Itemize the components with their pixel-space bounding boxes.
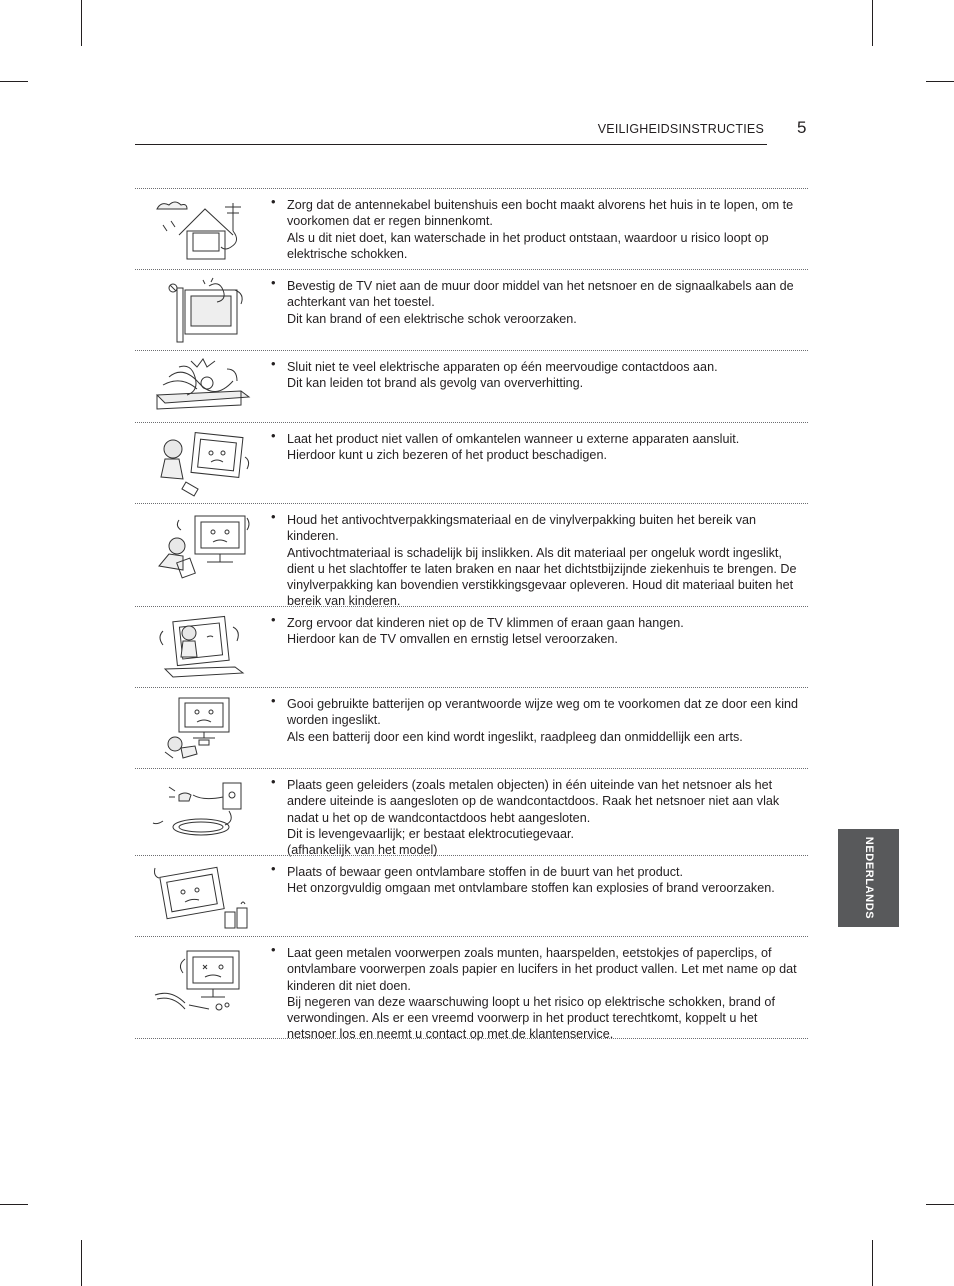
instruction-paragraph: Hierdoor kan de TV omvallen en ernstig letsel veroorzaken. [287, 632, 618, 647]
safety-instructions-table [135, 188, 808, 1042]
instruction-paragraph: Bij negeren van deze waarschuwing loopt u het risico op elektrische schokken, brand of verwondingen. Als er een vreemd voorwerp in het product terechtkomt, koppelt u het netsnoer los en neemt u contact op met de klantenservice. [287, 994, 775, 1042]
bullet-icon: • [271, 861, 276, 876]
instruction-row [135, 687, 808, 768]
flammable-substances-illustration [135, 856, 271, 936]
crop-mark [872, 1240, 873, 1286]
language-tab-label: NEDERLANDS [862, 836, 875, 920]
instruction-paragraph: Sluit niet te veel elektrische apparaten op één meervoudige contactdoos aan. [287, 360, 718, 374]
instruction-text [271, 607, 808, 648]
tv-tipping-illustration [135, 423, 271, 503]
header-divider [135, 144, 767, 145]
instruction-paragraph: Antivochtmateriaal is schadelijk bij inslikken. Als dit materiaal per ongeluk wordt ingeslikt, dient u het slachtoffer te laten braken en naar het dichtstbijzijnde ziekenhuis te brengen. De vinylverpakking kan bovendien verstikkingsgevaar opleveren. Houd dit materiaal buiten het bereik van kinderen. [287, 545, 797, 609]
overloaded-socket-illustration [135, 351, 271, 422]
instruction-paragraph: Als een batterij door een kind wordt ingeslikt, raadpleeg dan onmiddellijk een arts. [287, 729, 743, 744]
instruction-paragraph: Zorg ervoor dat kinderen niet op de TV klimmen of eraan gaan hangen. [287, 616, 684, 630]
instruction-row [135, 606, 808, 687]
crop-mark [872, 0, 873, 46]
instruction-row [135, 422, 808, 503]
bullet-icon: • [271, 275, 276, 290]
instruction-text [271, 769, 808, 858]
instruction-paragraph: Het onzorgvuldig omgaan met ontvlambare stoffen kan explosies of brand veroorzaken. [287, 881, 775, 896]
language-tab [838, 829, 899, 927]
instruction-text [271, 688, 808, 745]
bullet-icon: • [271, 509, 276, 524]
instruction-row [135, 350, 808, 422]
bullet-icon: • [271, 774, 276, 789]
instruction-row [135, 855, 808, 936]
instruction-paragraph: Dit kan brand of een elektrische schok veroorzaken. [287, 311, 577, 326]
page-number: 5 [797, 118, 807, 137]
bullet-icon: • [271, 942, 276, 957]
instruction-row [135, 269, 808, 350]
instruction-paragraph: Hierdoor kunt u zich bezeren of het product beschadigen. [287, 448, 607, 463]
instruction-text [271, 189, 808, 262]
instruction-text [271, 423, 808, 464]
bullet-icon: • [271, 194, 276, 209]
crop-mark [81, 1240, 82, 1286]
crop-mark [926, 1204, 954, 1205]
instruction-paragraph: Gooi gebruikte batterijen op verantwoorde wijze weg om te voorkomen dat ze door een kind worden ingeslikt. [287, 697, 799, 728]
instruction-row [135, 936, 808, 1042]
instruction-paragraph: Zorg dat de antennekabel buitenshuis een bocht maakt alvorens het huis in te lopen, om te voorkomen dat er regen binnenkomt. [287, 198, 794, 229]
instruction-text [271, 937, 808, 1043]
child-battery-illustration [135, 688, 271, 768]
instruction-paragraph: Laat het product niet vallen of omkantelen wanneer u externe apparaten aansluit. [287, 432, 740, 446]
instruction-row [135, 768, 808, 858]
instruction-paragraph: Dit is levengevaarlijk; er bestaat elektrocutiegevaar. [287, 826, 575, 841]
bullet-icon: • [271, 693, 276, 708]
metal-objects-illustration [135, 937, 271, 1038]
antenna-house-illustration [135, 189, 271, 269]
instruction-paragraph: Plaats geen geleiders (zoals metalen objecten) in één uiteinde van het netsnoer als het andere uiteinde is aangesloten op de wandcontactdoos. Raak het netsnoer niet aan vlak nadat u het op de wandcontactdoos hebt aangesloten. [287, 778, 780, 825]
crop-mark [81, 0, 82, 46]
instruction-row [135, 503, 808, 609]
child-climbing-tv-illustration [135, 607, 271, 687]
wall-mount-cable-illustration [135, 270, 271, 350]
instruction-text [271, 504, 808, 610]
crop-mark [0, 1204, 28, 1205]
instruction-paragraph: Dit kan leiden tot brand als gevolg van oververhitting. [287, 376, 584, 391]
instruction-paragraph: (afhankelijk van het model) [287, 843, 438, 858]
instruction-paragraph: Laat geen metalen voorwerpen zoals munten, haarspelden, eetstokjes of paperclips, of ontvlambare voorwerpen zoals papier en lucifers in het product vallen. Let met name op dat kinderen dit niet doen. [287, 946, 797, 993]
crop-mark [0, 81, 28, 82]
bullet-icon: • [271, 356, 276, 371]
instruction-paragraph: Houd het antivochtverpakkingsmateriaal en de vinylverpakking buiten het bereik van kinderen. [287, 513, 757, 544]
instruction-row [135, 188, 808, 269]
conductor-plug-illustration [135, 769, 271, 855]
instruction-text [271, 856, 808, 897]
instruction-text [271, 351, 808, 392]
instruction-paragraph: Als u dit niet doet, kan waterschade in het product ontstaan, waardoor u risico loopt op elektrische schokken. [287, 230, 769, 261]
bullet-icon: • [271, 612, 276, 627]
instruction-paragraph: Plaats of bewaar geen ontvlambare stoffen in de buurt van het product. [287, 865, 684, 879]
bullet-icon: • [271, 428, 276, 443]
section-title: VEILIGHEIDSINSTRUCTIES [597, 122, 764, 136]
child-packaging-illustration [135, 504, 271, 606]
instruction-paragraph: Bevestig de TV niet aan de muur door middel van het netsnoer en de signaalkabels aan de achterkant van het toestel. [287, 279, 794, 310]
instruction-text [271, 270, 808, 327]
crop-mark [926, 81, 954, 82]
